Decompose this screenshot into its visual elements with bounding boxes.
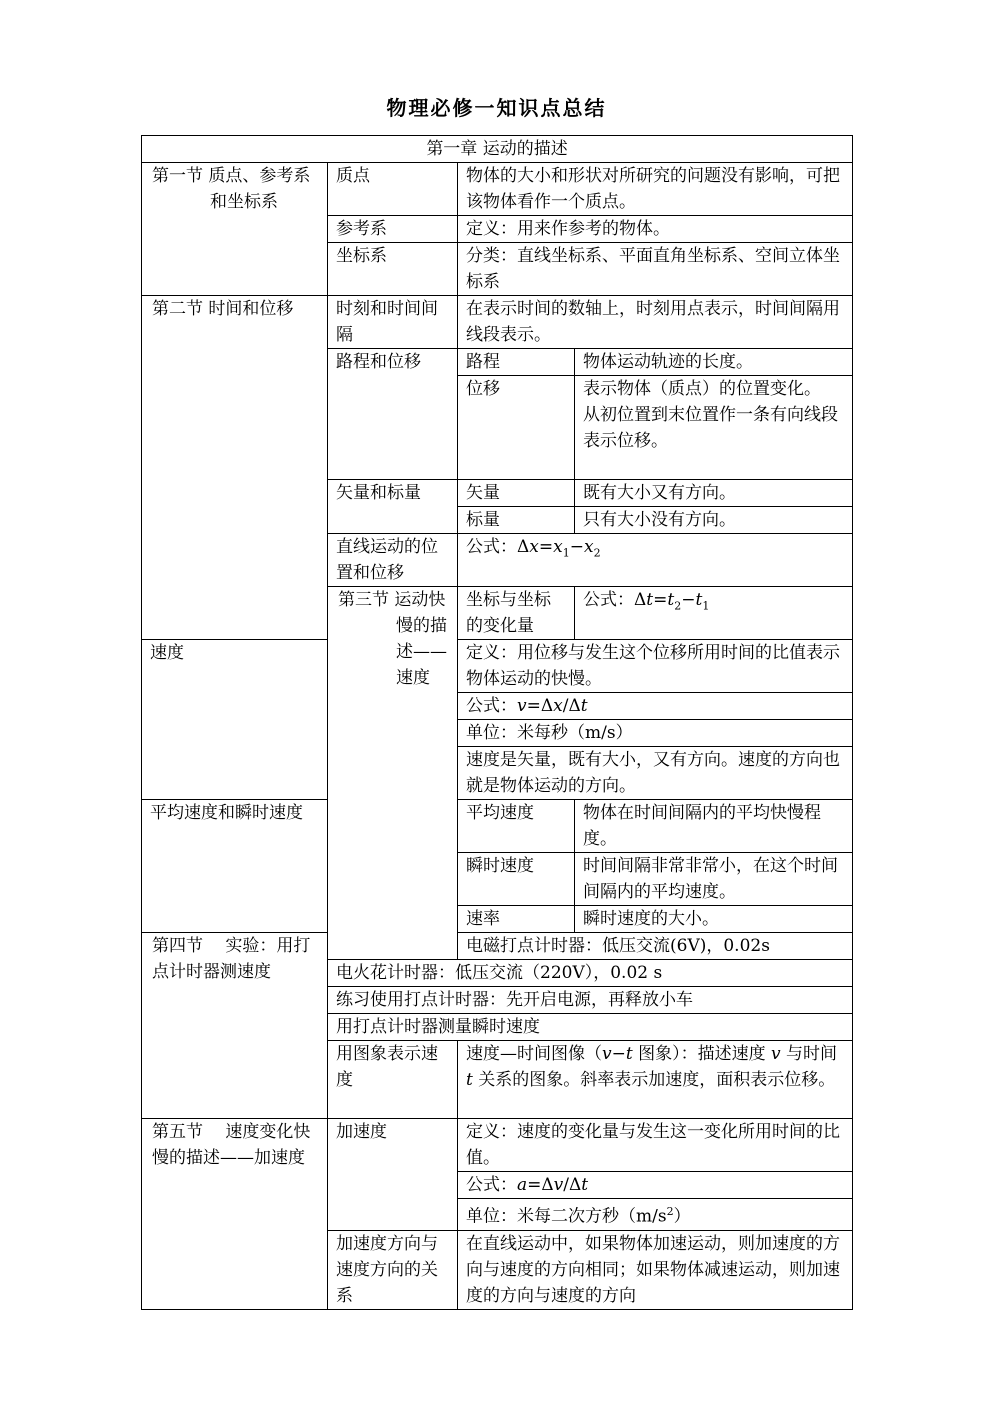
section-3-heading: 第三节 运动快慢的描述——速度 [328,587,458,960]
formula-displacement: 公式：$\Delta x=x_1-x_2$ [458,534,853,587]
def-jiasudu: 定义：速度的变化量与发生这一变化所用时间的比值。 [458,1119,853,1172]
def-shiliang: 既有大小又有方向。 [575,480,853,507]
note-sudu-vector: 速度是矢量，既有大小，又有方向。速度的方向也就是物体运动的方向。 [458,747,853,800]
term-lucheng-weiyi: 路程和位移 [328,349,458,480]
subterm-shiliang: 矢量 [458,480,575,507]
term-fangxiang: 加速度方向与速度方向的关系 [328,1230,458,1309]
def-fangxiang: 在直线运动中，如果物体加速运动，则加速度的方向与速度的方向相同；如果物体减速运动，则加速度的方向与速度的方向 [458,1230,853,1309]
def-weiyi-line1: 表示物体（质点）的位置变化。 [583,379,821,399]
def-biaoliang: 只有大小没有方向。 [575,507,853,534]
s4-row-dianci: 电磁打点计时器：低压交流(6V)，0.02s [458,933,853,960]
term-pingjun-shunshi: 平均速度和瞬时速度 [142,800,328,933]
def-tuxiang: 速度—时间图像（v−t 图象）：描述速度 v 与时间 t 关系的图象。斜率表示加速度，面积表示位移。 [458,1041,853,1119]
def-sudu: 定义：用位移与发生这个位移所用时间的比值表示物体运动的快慢。 [458,640,853,693]
unit-jiasudu: 单位：米每二次方秒$(m/s^2)$ [458,1199,853,1231]
section-5-heading: 第五节 速度变化快慢的描述——加速度 [142,1119,328,1310]
knowledge-table [141,135,853,1310]
section-1-heading: 第一节 质点、参考系和坐标系 [142,163,328,296]
def-sulv: 瞬时速度的大小。 [575,906,853,933]
subterm-lucheng: 路程 [458,349,575,376]
s4-row-celiang: 用打点计时器测量瞬时速度 [328,1014,853,1041]
def-zuobiaoxi: 分类：直线坐标系、平面直角坐标系、空间立体坐标系 [458,243,853,296]
formula-time-interval: 公式：$\Delta t=t_2-t_1$ [575,587,853,640]
subterm-weiyi: 位移 [458,376,575,480]
def-zhidian: 物体的大小和形状对所研究的问题没有影响，可把该物体看作一个质点。 [458,163,853,216]
term-shiliang-biaoliang: 矢量和标量 [328,480,458,534]
term-zuobiao-bianhua: 坐标与坐标的变化量 [458,587,575,640]
subterm-shunshi: 瞬时速度 [458,853,575,906]
page-title: 物理必修一知识点总结 [386,96,607,120]
term-jiasudu: 加速度 [328,1119,458,1231]
section-4-heading: 第四节 实验：用打点计时器测速度 [142,933,328,1119]
def-weiyi-line2: 从初位置到末位置作一条有向线段表示位移。 [583,405,838,451]
s4-row-dianhuohua: 电火花计时器：低压交流（220V），0.02 s [328,960,853,987]
term-sudu: 速度 [142,640,328,800]
term-cankaoxi: 参考系 [328,216,458,243]
section-2-heading: 第二节 时间和位移 [142,296,328,640]
def-cankaoxi: 定义：用来作参考的物体。 [458,216,853,243]
s4-row-lianxi: 练习使用打点计时器：先开启电源，再释放小车 [328,987,853,1014]
def-shunshi: 时间间隔非常非常小，在这个时间间隔内的平均速度。 [575,853,853,906]
unit-sudu: 单位：米每秒（m/s） [458,720,853,747]
def-lucheng: 物体运动轨迹的长度。 [575,349,853,376]
term-zuobiaoxi: 坐标系 [328,243,458,296]
term-zhidian: 质点 [328,163,458,216]
term-shike: 时刻和时间间隔 [328,296,458,349]
term-zhixian: 直线运动的位置和位移 [328,534,458,587]
term-tuxiang: 用图象表示速度 [328,1041,458,1119]
chapter-heading: 第一章 运动的描述 [142,136,853,163]
subterm-sulv: 速率 [458,906,575,933]
def-pingjun: 物体在时间间隔内的平均快慢程度。 [575,800,853,853]
def-weiyi [575,376,853,480]
subterm-pingjun: 平均速度 [458,800,575,853]
formula-acceleration: 公式：a=Δv/Δt [458,1172,853,1199]
subterm-biaoliang: 标量 [458,507,575,534]
formula-velocity: 公式：v=Δx/Δt [458,693,853,720]
def-shike: 在表示时间的数轴上，时刻用点表示，时间间隔用线段表示。 [458,296,853,349]
